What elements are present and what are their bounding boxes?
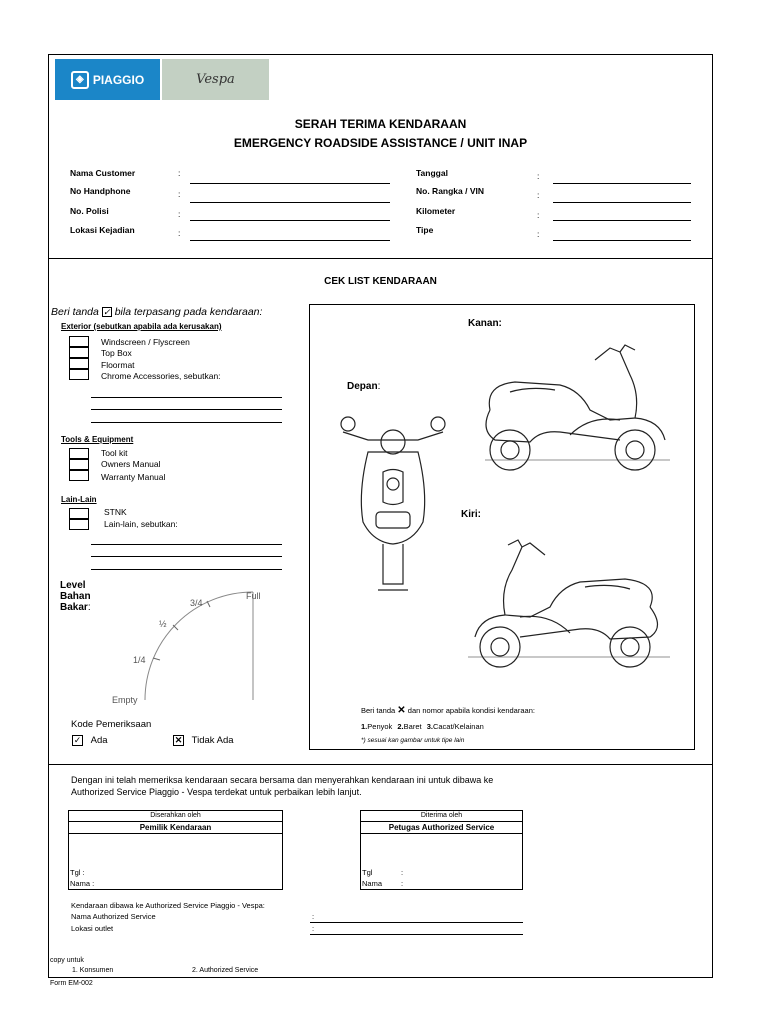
signature-box-petugas[interactable] [360,810,523,890]
colon: : [537,229,540,239]
field-no-rangka[interactable] [553,202,691,203]
label-depan [347,381,380,392]
copy-title: copy untuk [50,957,84,964]
checkbox-lain-lain[interactable] [69,519,89,530]
dealer-intro: Kendaraan dibawa ke Authorized Service Piaggio - Vespa: [71,901,265,910]
tick-half [173,625,178,630]
checkbox-stnk[interactable] [69,508,89,519]
condition-note [361,705,535,716]
lain-note-line-1[interactable] [91,544,282,545]
fuel-label-2: Bahan [60,591,91,602]
instruction-post: bila terpasang pada kendaraan: [114,306,263,318]
chrome-note-line-1[interactable] [91,397,282,398]
kode-ada-label: Ada [90,735,108,747]
checkbox-warranty-manual[interactable] [69,470,89,481]
piaggio-logo [55,59,160,100]
field-tanggal[interactable] [553,183,691,184]
label-lokasi-kejadian: Lokasi Kejadian [70,225,135,235]
sig-right-tgl-colon: : [401,868,404,877]
piaggio-logo-text: PIAGGIO [92,72,145,87]
fuel-label-colon: : [87,602,91,613]
fuel-label [60,580,91,613]
field-kilometer[interactable] [553,220,691,221]
exterior-heading: Exterior (sebutkan apabila ada kerusakan) [61,322,222,331]
kode-tidak-ada-label: Tidak Ada [191,735,234,747]
sig-right-tgl: Tgl [362,868,373,877]
divider-header [48,258,713,259]
sig-right-head: Diterima oleh [420,812,463,819]
copy-item-2: 2. Authorized Service [192,967,259,974]
label-depan-text: Depan [347,381,378,392]
item-owners-manual: Owners Manual [101,459,161,469]
colon: : [178,168,181,178]
copy-item-1: 1. Konsumen [72,967,114,974]
x-mark-icon: ✕ [174,735,183,745]
item-chrome: Chrome Accessories, sebutkan: [101,371,221,381]
tools-heading: Tools & Equipment [61,435,134,444]
tick-label-3-4: 3/4 [190,598,203,608]
scooter-left-view-icon [460,535,680,675]
dealer-outlet-colon: : [312,924,315,933]
field-dealer-name[interactable] [310,922,523,923]
dealer-outlet-label: Lokasi outlet [71,924,114,933]
cond-3-num: 3. [426,722,433,731]
sig-left-divider [69,821,282,822]
sig-left-head: Diserahkan oleh [150,812,201,819]
label-kiri: Kiri: [461,509,481,520]
sig-right-sub: Petugas Authorized Service [388,823,495,832]
title-emergency: EMERGENCY ROADSIDE ASSISTANCE / UNIT INAP [233,136,528,150]
label-no-polisi: No. Polisi [70,206,109,216]
cond-1: Penyok [367,722,393,731]
item-windscreen: Windscreen / Flyscreen [101,337,190,347]
checkbox-floormat[interactable] [69,358,89,369]
lain-note-line-3[interactable] [91,569,282,570]
instruction-pre: Beri tanda [51,306,99,318]
fuel-gauge [100,580,300,710]
statement-line-2: Authorized Service Piaggio - Vespa terdekat untuk perbaikan lebih lanjut. [71,787,362,797]
fuel-label-1: Level [60,580,86,591]
checkbox-owners-manual[interactable] [69,459,89,470]
sig-left-tgl: Tgl : [70,868,85,877]
tick-label-half: ½ [159,619,167,629]
kode-ada [72,735,108,746]
sig-left-sub: Pemilik Kendaraan [139,823,212,832]
sig-right-divider [361,821,522,822]
label-kanan: Kanan: [468,318,502,329]
field-tipe[interactable] [553,240,691,241]
label-nama-customer: Nama Customer [70,168,136,178]
chrome-note-line-2[interactable] [91,409,282,410]
sig-left-divider-2 [69,833,282,834]
item-stnk: STNK [104,507,127,517]
label-tanggal: Tanggal [416,168,448,178]
checklist-instruction [51,306,262,318]
dealer-name-colon: : [312,912,315,921]
cond-2: Baret [403,722,422,731]
cond-3: Cacat/Kelainan [432,722,484,731]
item-lain-lain: Lain-lain, sebutkan: [104,519,178,529]
colon: : [178,228,181,238]
colon: : [537,190,540,200]
colon: : [178,209,181,219]
field-lokasi-kejadian[interactable] [190,240,390,241]
sig-right-nama-colon: : [401,879,404,888]
title-serah-terima: SERAH TERIMA KENDARAAN [294,117,467,131]
vespa-logo-text: Vespa [196,72,235,87]
check-icon: ✓ [73,735,82,745]
item-floormat: Floormat [101,360,135,370]
tick-1-4 [153,658,160,660]
colon: : [537,210,540,220]
dealer-name-label: Nama Authorized Service [71,912,156,921]
vespa-logo [162,59,269,100]
label-no-handphone: No Handphone [70,186,131,196]
checkbox-check-icon: ✓ [103,307,111,318]
scooter-front-view-icon [338,412,448,592]
tick-label-empty: Empty [112,695,138,705]
footnote: *) sesuai kan gambar untuk tipe lain [361,737,465,744]
checkbox-chrome[interactable] [69,369,89,380]
sig-right-divider-2 [361,833,522,834]
signature-box-pemilik[interactable] [68,810,283,890]
lain-heading: Lain-Lain [61,495,97,504]
piaggio-mark-icon: ◈ [71,71,89,89]
divider-checklist [48,764,713,765]
label-kilometer: Kilometer [416,206,456,216]
sig-left-nama: Nama : [70,879,95,888]
scooter-right-view-icon [470,340,680,475]
cond-1-num: 1. [361,722,368,731]
statement-line-1: Dengan ini telah memeriksa kendaraan secara bersama dan menyerahkan kendaraan ini untuk dibawa ke [71,775,494,785]
field-no-polisi[interactable] [190,220,390,221]
label-no-rangka: No. Rangka / VIN [416,186,485,196]
fuel-gauge-arc [145,592,253,700]
label-tipe: Tipe [416,225,434,235]
checkbox-tool-kit[interactable] [69,448,89,459]
condition-note-post: dan nomor apabila kondisi kendaraan: [407,706,535,715]
colon: : [178,189,181,199]
sig-right-nama: Nama [362,879,383,888]
condition-note-pre: Beri tanda [361,706,396,715]
tick-label-full: Full [246,591,261,601]
item-top-box: Top Box [101,348,132,358]
form-code: Form EM-002 [50,980,93,987]
tick-label-1-4: 1/4 [133,655,146,665]
x-mark-icon: ✕ [397,705,406,716]
item-tool-kit: Tool kit [101,448,128,458]
item-warranty-manual: Warranty Manual [101,472,166,482]
checkbox-top-box[interactable] [69,347,89,358]
checklist-title: CEK LIST KENDARAAN [324,276,437,287]
kode-title: Kode Pemeriksaan [71,719,152,730]
fuel-label-3: Bakar [60,602,88,613]
cond-2-num: 2. [397,722,404,731]
checkbox-windscreen[interactable] [69,336,89,347]
field-no-handphone[interactable] [190,202,390,203]
field-dealer-outlet[interactable] [310,934,523,935]
kode-tidak-ada [173,735,234,746]
lain-note-line-2[interactable] [91,556,282,557]
label-depan-colon: : [377,381,381,392]
field-nama-customer[interactable] [190,183,390,184]
condition-list [361,722,484,731]
colon: : [537,171,540,181]
chrome-note-line-3[interactable] [91,422,282,423]
